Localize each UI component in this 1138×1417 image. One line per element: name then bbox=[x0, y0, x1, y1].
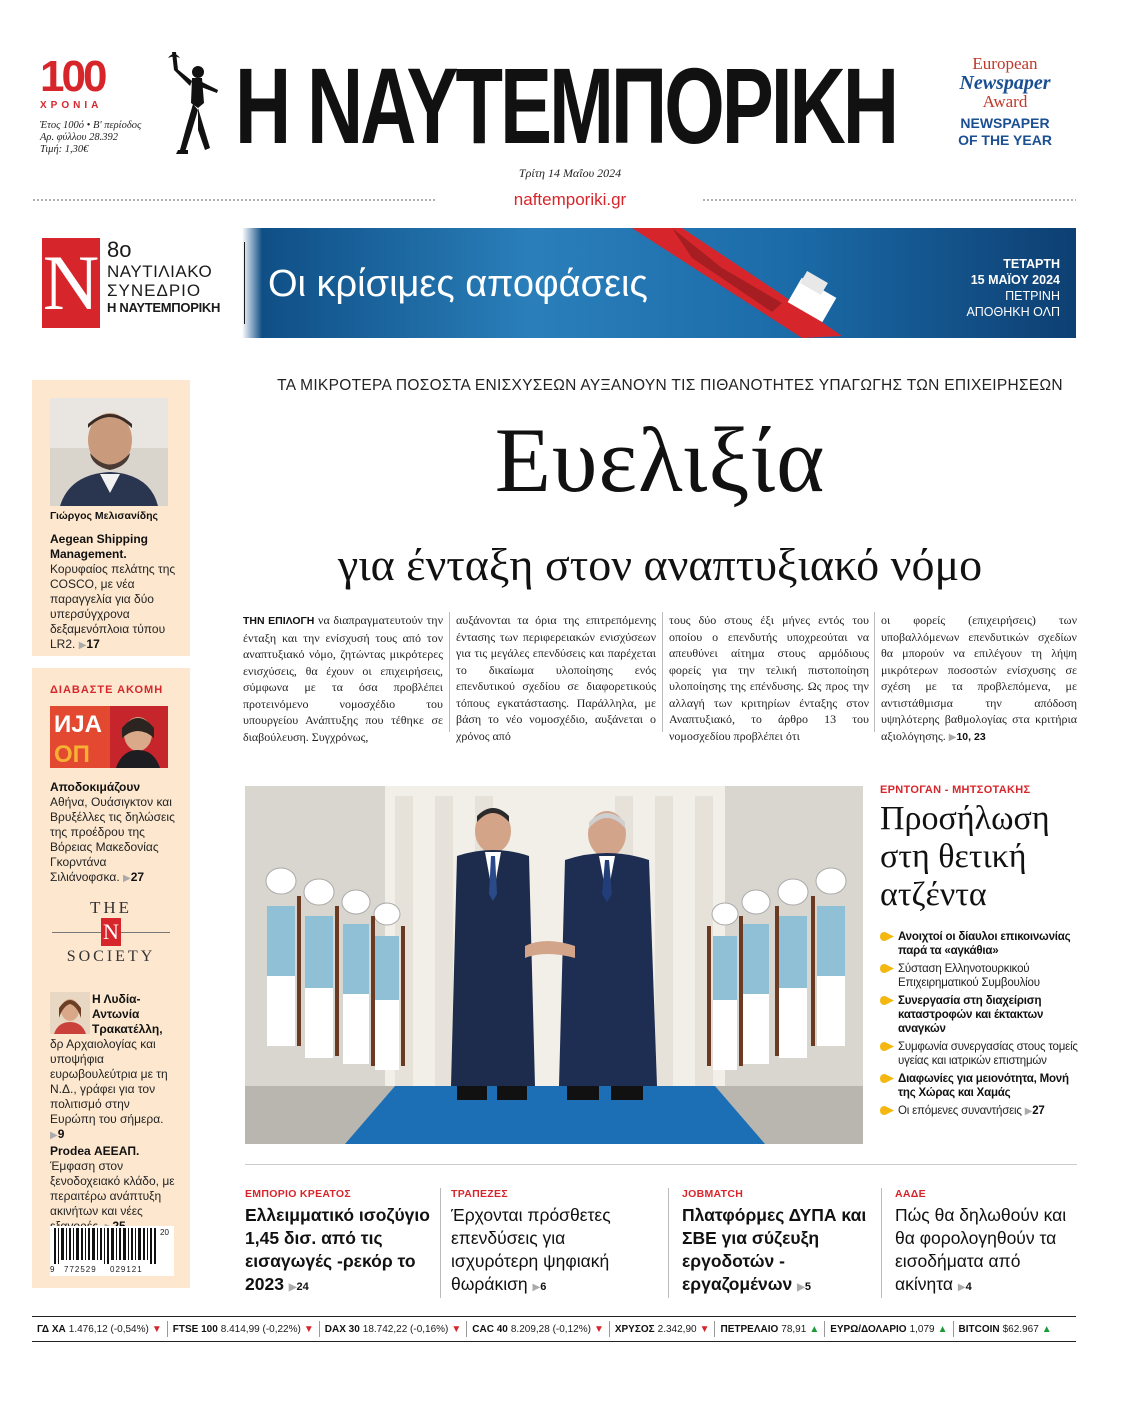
banner-venue-line1: ΠΕΤΡΙΝΗ bbox=[1005, 289, 1060, 303]
siljanovska-photo bbox=[50, 706, 168, 768]
erdogan-bullet-text: Διαφωνίες για μειονότητα, Μονή της Χώρας και Χαμάς bbox=[898, 1073, 1069, 1099]
dotted-rule-left bbox=[32, 198, 437, 203]
arrow-up-icon: ▲ bbox=[937, 1323, 948, 1335]
barcode-digits-right: 029121 bbox=[110, 1265, 143, 1274]
trakatelli-teaser[interactable] bbox=[50, 992, 178, 1143]
page-arrow-icon: ▶ bbox=[288, 1282, 297, 1293]
left-column bbox=[32, 380, 190, 1280]
erdogan-bullet-text: Σύσταση Ελληνοτουρκικού Επιχειρηματικού Συμβουλίου bbox=[898, 963, 1040, 989]
bottom-story-title-text: Πώς θα δηλωθούν και θα φορολογηθούν τα εισοδήματα από ακίνητα bbox=[895, 1205, 1067, 1294]
erdogan-bullet bbox=[880, 930, 1080, 958]
ship-icon bbox=[632, 228, 952, 338]
bottom-story-title bbox=[245, 1204, 445, 1299]
banner-date bbox=[966, 256, 1060, 320]
ticker-name: CAC 40 bbox=[472, 1323, 508, 1335]
issue-number: Αρ. φύλλου 28.392 bbox=[40, 132, 118, 143]
bottom-story-jobmatch[interactable] bbox=[682, 1188, 882, 1299]
ticker-value: 8.414,99 (-0,22%) bbox=[220, 1323, 301, 1335]
bottom-story-ref: 6 bbox=[540, 1281, 547, 1293]
ticker-item bbox=[715, 1321, 825, 1337]
main-story-kicker: ΤΑ ΜΙΚΡΟΤΕΡΑ ΠΟΣΟΣΤΑ ΕΝΙΣΧΥΣΕΩΝ ΑΥΞΑΝΟΥΝ ΤΙΣ ΠΙΘΑΝΟΤΗΤΕΣ ΥΠΑΓΩΓΗΣ ΤΩΝ ΕΠΙΧΕΙΡΗΣΕΩΝ bbox=[277, 377, 1063, 394]
ticker-item bbox=[610, 1321, 716, 1337]
banner-conf-line1: ΝΑΥΤΙΛΙΑΚΟ bbox=[107, 262, 213, 281]
column-rule bbox=[440, 1188, 441, 1298]
ticker-value: 8.209,28 (-0,12%) bbox=[510, 1323, 591, 1335]
bottom-story-title bbox=[895, 1204, 1075, 1299]
bullet-icon bbox=[880, 1042, 894, 1051]
bottom-story-title-text: Έρχονται πρόσθετες επενδύσεις για ισχυρότερη ψηφιακή θωράκιση bbox=[451, 1205, 611, 1294]
prodea-lead: Prodea ΑΕΕΑΠ. bbox=[50, 1144, 140, 1158]
ticker-item bbox=[32, 1321, 168, 1337]
melisanidis-caption: Γιώργος Μελισανίδης bbox=[50, 510, 159, 522]
left-box-melisanidis[interactable] bbox=[32, 380, 190, 656]
ticker-item bbox=[168, 1321, 320, 1337]
ticker-item bbox=[320, 1321, 468, 1337]
ticker-item bbox=[467, 1321, 610, 1337]
bottom-story-ref: 4 bbox=[965, 1281, 972, 1293]
award-line3: Award bbox=[982, 92, 1028, 111]
column-rule bbox=[668, 1188, 669, 1298]
bullet-icon bbox=[880, 932, 894, 941]
banner-logo-n: N bbox=[42, 239, 100, 326]
trakatelli-photo-spacer bbox=[50, 992, 92, 1036]
bottom-story-banks[interactable] bbox=[451, 1188, 651, 1299]
page-arrow-icon: ▶ bbox=[532, 1282, 541, 1293]
ticker-item bbox=[825, 1321, 953, 1337]
erdogan-bullet bbox=[880, 1104, 1080, 1119]
page-arrow-icon: ▶ bbox=[957, 1282, 966, 1293]
erdogan-bullet bbox=[880, 962, 1080, 990]
conference-banner[interactable] bbox=[32, 228, 1076, 338]
banner-divider bbox=[244, 242, 245, 324]
hermes-icon bbox=[158, 48, 226, 158]
erdogan-mitsotakis-photo[interactable] bbox=[245, 786, 863, 1144]
page-arrow-icon: ▶ bbox=[948, 731, 957, 743]
page-arrow-icon: ▶ bbox=[1024, 1106, 1033, 1117]
ticker-name: FTSE 100 bbox=[172, 1323, 218, 1335]
main-body-col2: αυξάνονται τα όρια της επιτρεπόμενης έντασης των περιφερειακών ενισχύσεων για τις μεγάλες επενδύσεις και παρέχεται το δικαίωμα υλοποίησης ενός επενδυτικού σχεδίου σε διαφορετικούς τόπους εγκατάστασης. Παράλληλα, με βάση το νέο νομοσχέδιο, αυξάνεται ο χρόνος από bbox=[456, 613, 656, 743]
issue-year: Έτος 100ό • Β' περίοδος bbox=[40, 120, 142, 131]
society-n: N bbox=[101, 918, 121, 946]
bullet-icon bbox=[880, 964, 894, 973]
main-story-subtitle: για ένταξη στον αναπτυξιακό νόμο bbox=[337, 539, 983, 590]
page-arrow-icon: ▶ bbox=[123, 873, 131, 884]
award-line5: OF THE YEAR bbox=[958, 132, 1052, 148]
bottom-story-ref: 24 bbox=[296, 1281, 309, 1293]
trakatelli-ref: 9 bbox=[57, 1127, 65, 1141]
left-box-read-more bbox=[32, 668, 190, 1288]
ticker-value: 1,079 bbox=[909, 1323, 935, 1335]
masthead-title: Η ΝΑΥΤΕΜΠΟΡΙΚΗ bbox=[235, 45, 897, 166]
barcode bbox=[50, 1226, 174, 1276]
read-more-header: ΔΙΑΒΑΣΤΕ ΑΚΟΜΗ bbox=[50, 684, 164, 696]
barcode-digit-left: 9 bbox=[50, 1265, 55, 1274]
barcode-addon: 20 bbox=[160, 1228, 169, 1237]
banner-venue-line2: ΑΠΟΘΗΚΗ ΟΛΠ bbox=[966, 305, 1060, 319]
ticker-value: 1.476,12 (-0,54%) bbox=[68, 1323, 149, 1335]
page-arrow-icon: ▶ bbox=[78, 640, 87, 651]
issue-date: Τρίτη 14 Μαΐου 2024 bbox=[518, 166, 622, 180]
erdogan-bullet bbox=[880, 1040, 1080, 1068]
svg-text:ОП: ОП bbox=[54, 741, 90, 768]
bottom-story-ref: 5 bbox=[804, 1281, 811, 1293]
arrow-down-icon: ▼ bbox=[151, 1323, 162, 1335]
dotted-rule-right bbox=[702, 198, 1076, 203]
award-badge bbox=[930, 55, 1080, 148]
ticker-value: 18.742,22 (-0,16%) bbox=[362, 1323, 449, 1335]
column-rule bbox=[874, 612, 875, 732]
ticker-name: ΕΥΡΩ/ΔΟΛΑΡΙΟ bbox=[830, 1323, 907, 1335]
main-body-col4-text: οι φορείς (επιχειρήσεις) των υποβαλλόμενων επενδυτικών σχεδίων θα μπορούν να επιλέγουν τη λήψη μικρότερων ποσοστών ενίσχυσης σε σχέση με τα προβλεπόμενα, με αντιστάθμισμα την απόδοση υψηλότερης βαθμολογίας στα κριτήρια αξιολόγησης. bbox=[881, 613, 1077, 743]
bottom-story-title bbox=[451, 1204, 651, 1299]
column-rule bbox=[662, 612, 663, 732]
erdogan-kicker: ΕΡΝΤΟΓΑΝ - ΜΗΤΣΟΤΑΚΗΣ bbox=[880, 784, 1031, 796]
siljanovska-ref: 27 bbox=[130, 870, 145, 884]
ticker-value: $62.967 bbox=[1002, 1323, 1039, 1335]
barcode-digits-mid: 772529 bbox=[64, 1265, 97, 1274]
svg-text:ИЈА: ИЈА bbox=[54, 711, 102, 738]
centenary-word: ΧΡΟΝΙΑ bbox=[40, 100, 103, 111]
market-ticker bbox=[32, 1316, 1076, 1342]
trakatelli-text: δρ Αρχαιολογίας και υποψήφια ευρωβουλεύτρια με τη Ν.Δ., γράφει για τον πολιτισμό στην Ευρώπη του σήμερα. bbox=[50, 1037, 168, 1126]
melisanidis-lead: Aegean Shipping Management. bbox=[50, 532, 149, 561]
banner-conf-number: 8ο bbox=[107, 237, 132, 262]
ticker-value: 78,91 bbox=[781, 1323, 807, 1335]
melisanidis-text: Κορυφαίος πελάτης της COSCO, με νέα παραγγελία για δύο υπερσύγχρονα δεξαμενόπλοια τύπου LR2. bbox=[50, 562, 176, 651]
bottom-story-kicker: ΑΑΔΕ bbox=[895, 1188, 926, 1200]
barcode-bars-icon bbox=[54, 1228, 158, 1264]
arrow-down-icon: ▼ bbox=[451, 1323, 462, 1335]
bullet-icon bbox=[880, 996, 894, 1005]
bottom-story-kicker: ΕΜΠΟΡΙΟ ΚΡΕΑΤΟΣ bbox=[245, 1188, 351, 1200]
melisanidis-teaser bbox=[50, 532, 178, 653]
society-n-row bbox=[50, 918, 172, 948]
ticker-name: ΓΔ ΧΑ bbox=[37, 1323, 66, 1335]
siljanovska-text: Αθήνα, Ουάσιγκτον και Βρυξέλλες τις δηλώσεις της προέδρου της Βόρειας Μακεδονίας Γκορντάνα Σιλιάνοφσκα. bbox=[50, 795, 175, 884]
n-society-logo bbox=[50, 898, 172, 966]
banner-conference-name bbox=[107, 238, 237, 316]
bottom-story-kicker: ΤΡΑΠΕΖΕΣ bbox=[451, 1188, 508, 1200]
award-line2: Newspaper bbox=[959, 72, 1051, 94]
main-body-col4 bbox=[881, 612, 1077, 746]
bottom-story-title bbox=[682, 1204, 882, 1299]
page-arrow-icon: ▶ bbox=[50, 1130, 58, 1141]
erdogan-bullet-text: Συμφωνία συνεργασίας στους τομείς υγείας και ιατρικών επιστημών bbox=[898, 1041, 1078, 1067]
banner-conf-line2: ΣΥΝΕΔΡΙΟ bbox=[107, 281, 202, 300]
ticker-name: BITCOIN bbox=[958, 1323, 1000, 1335]
prodea-text: Έμφαση στον ξενοδοχειακό κλάδο, με περαιτέρω ανάπτυξη ακινήτων και νέες bbox=[50, 1159, 175, 1218]
award-line4: NEWSPAPER bbox=[960, 115, 1050, 131]
bullet-icon bbox=[880, 1106, 894, 1115]
banner-conf-line3: Η ΝΑΥΤΕΜΠΟΡΙΚΗ bbox=[107, 300, 221, 315]
centenary-logo bbox=[40, 52, 130, 115]
ticker-value: 2.342,90 bbox=[657, 1323, 697, 1335]
society-the: THE bbox=[89, 898, 133, 917]
arrow-up-icon: ▲ bbox=[809, 1323, 820, 1335]
website-link[interactable]: naftemporiki.gr bbox=[513, 190, 627, 209]
ticker-name: DAX 30 bbox=[324, 1323, 360, 1335]
melisanidis-photo bbox=[50, 398, 168, 506]
bullet-icon bbox=[880, 1074, 894, 1083]
column-rule bbox=[449, 612, 450, 732]
main-body-col1 bbox=[243, 612, 443, 745]
siljanovska-lead: Αποδοκιμάζουν bbox=[50, 780, 141, 794]
erdogan-bullet bbox=[880, 1072, 1080, 1100]
column-rule bbox=[881, 1188, 882, 1298]
award-line1: European bbox=[972, 54, 1038, 73]
erdogan-bullet bbox=[880, 994, 1080, 1036]
erdogan-title[interactable]: Προσήλωση στη θετική ατζέντα bbox=[880, 800, 1050, 913]
melisanidis-ref: 17 bbox=[86, 637, 100, 651]
erdogan-bullet-text: Συνεργασία στη διαχείριση καταστροφών και έκτακτων αναγκών bbox=[898, 995, 1044, 1035]
bottom-story-meat[interactable] bbox=[245, 1188, 445, 1299]
banner-headline: Οι κρίσιμες αποφάσεις bbox=[268, 263, 648, 305]
arrow-down-icon: ▼ bbox=[303, 1323, 314, 1335]
main-body-lead: ΤΗΝ ΕΠΙΛΟΓΗ bbox=[243, 615, 315, 627]
trakatelli-lead: Η Λυδία-Αντωνία Τρακατέλλη, bbox=[92, 992, 163, 1036]
society-word: SOCIETY bbox=[66, 948, 156, 965]
arrow-down-icon: ▼ bbox=[699, 1323, 710, 1335]
erdogan-bullets bbox=[880, 930, 1080, 1123]
main-body-col3: τους δύο στους έξι μήνες εντός του οποίου ο επενδυτής υποχρεούται να απευθύνει αίτημα στους αρμόδιους φορείς για την τελική πιστοποίηση υλοποίησης της επένδυσης. Ως προς την αλλαγή των κριτηρίων ένταξης στον Αναπτυξιακό, το άρθρο 13 του νομοσχεδίου προβλέπει ότι bbox=[669, 613, 869, 743]
centenary-number: 100 bbox=[40, 52, 105, 101]
main-story-title[interactable]: Ευελιξία bbox=[494, 409, 826, 511]
bottom-story-aade[interactable] bbox=[895, 1188, 1075, 1299]
arrow-down-icon: ▼ bbox=[593, 1323, 604, 1335]
bottom-story-kicker: JOBMATCH bbox=[682, 1188, 744, 1200]
main-story-ref: 10, 23 bbox=[956, 730, 986, 743]
arrow-up-icon: ▲ bbox=[1041, 1323, 1052, 1335]
bottom-story-title-text: Ελλειμματικό ισοζύγιο 1,45 δισ. από τις εισαγωγές -ρεκόρ το 2023 bbox=[245, 1205, 430, 1294]
banner-date-text: 15 ΜΑΪΟΥ 2024 bbox=[970, 273, 1060, 287]
erdogan-bullet-text: Οι επόμενες συναντήσεις bbox=[898, 1105, 1022, 1117]
bottom-story-title-text: Πλατφόρμες ΔΥΠΑ και ΣΒΕ για σύζευξη εργοδοτών - εργαζομένων bbox=[682, 1205, 867, 1294]
main-body-col1-text: να διαπραγματευτούν την ένταξη και την ενίσχυσή τους από τον αναπτυξιακό νόμο, ζητώντας μικρότερες ενισχύσεις, θα έχουν οι επιχειρήσεις, σύμφωνα με τα όσα προβλέπει προτεινόμενο νομοσχέδιο του υπουργείου Ανάπτυξης που τέθηκε σε διαβούλευση. Συγχρόνως, bbox=[243, 613, 443, 744]
bottom-rule bbox=[245, 1164, 1077, 1165]
ticker-item bbox=[954, 1321, 1057, 1337]
issue-price: Τιμή: 1,30€ bbox=[40, 144, 89, 155]
ticker-name: ΠΕΤΡΕΛΑΙΟ bbox=[720, 1323, 779, 1335]
erdogan-bullet-text: Ανοιχτοί οι δίαυλοι επικοινωνίας παρά τα «αγκάθια» bbox=[898, 931, 1071, 957]
banner-weekday: ΤΕΤΑΡΤΗ bbox=[1003, 257, 1060, 271]
issue-info bbox=[40, 120, 160, 156]
page-arrow-icon: ▶ bbox=[797, 1282, 805, 1293]
erdogan-ref: 27 bbox=[1032, 1105, 1045, 1117]
ticker-name: ΧΡΥΣΟΣ bbox=[614, 1323, 655, 1335]
siljanovska-teaser[interactable] bbox=[50, 780, 178, 886]
prodea-teaser[interactable] bbox=[50, 1144, 178, 1235]
